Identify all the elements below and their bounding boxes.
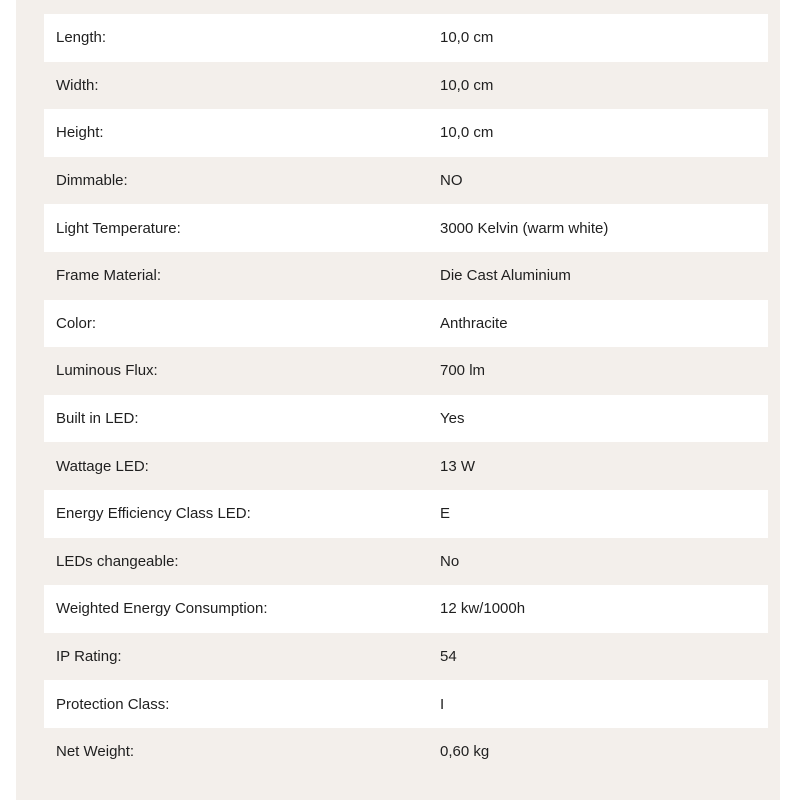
spec-row-wattage-led (44, 442, 768, 490)
spec-row-luminous-flux (44, 347, 768, 395)
spec-label: Height: (56, 124, 104, 142)
spec-row-protection-class (44, 680, 768, 728)
spec-label: Dimmable: (56, 172, 128, 190)
spec-label: Length: (56, 29, 107, 47)
spec-value: 10,0 cm (440, 124, 494, 142)
spec-label: Frame Material: (56, 267, 162, 285)
spec-row-frame-material (44, 252, 768, 300)
spec-label: Color: (56, 314, 97, 332)
spec-row-ip-rating (44, 633, 768, 681)
spec-row-height (44, 109, 768, 157)
spec-row-width (44, 62, 768, 110)
spec-label: Luminous Flux: (56, 362, 158, 380)
spec-value: 10,0 cm (440, 29, 494, 47)
specifications-table (44, 14, 768, 776)
spec-value: E (440, 505, 451, 523)
spec-value: 54 (440, 648, 457, 666)
spec-value: 3000 Kelvin (warm white) (440, 219, 609, 237)
spec-label: Protection Class: (56, 695, 170, 713)
spec-label: Wattage LED: (56, 457, 149, 475)
spec-value: 12 kw/1000h (440, 600, 526, 618)
specifications-panel (16, 0, 780, 800)
spec-label: LEDs changeable: (56, 552, 179, 570)
spec-value: NO (440, 172, 463, 190)
spec-value: 10,0 cm (440, 76, 494, 94)
spec-row-length (44, 14, 768, 62)
spec-label: IP Rating: (56, 648, 122, 666)
spec-value: Die Cast Aluminium (440, 267, 571, 285)
spec-row-weighted-energy-consumption (44, 585, 768, 633)
spec-row-built-in-led (44, 395, 768, 443)
spec-row-light-temperature (44, 204, 768, 252)
spec-row-leds-changeable (44, 538, 768, 586)
spec-row-net-weight (44, 728, 768, 776)
spec-row-energy-efficiency-class (44, 490, 768, 538)
spec-row-color (44, 300, 768, 348)
spec-label: Width: (56, 76, 99, 94)
spec-label: Energy Efficiency Class LED: (56, 505, 251, 523)
spec-value: Anthracite (440, 314, 508, 332)
spec-value: 0,60 kg (440, 743, 490, 761)
spec-value: No (440, 552, 460, 570)
spec-value: Yes (440, 410, 465, 428)
spec-row-dimmable (44, 157, 768, 205)
spec-label: Built in LED: (56, 410, 139, 428)
spec-label: Net Weight: (56, 743, 135, 761)
spec-label: Light Temperature: (56, 219, 181, 237)
spec-value: 700 lm (440, 362, 486, 380)
spec-label: Weighted Energy Consumption: (56, 600, 268, 618)
spec-value: 13 W (440, 457, 476, 475)
spec-value: I (440, 695, 445, 713)
